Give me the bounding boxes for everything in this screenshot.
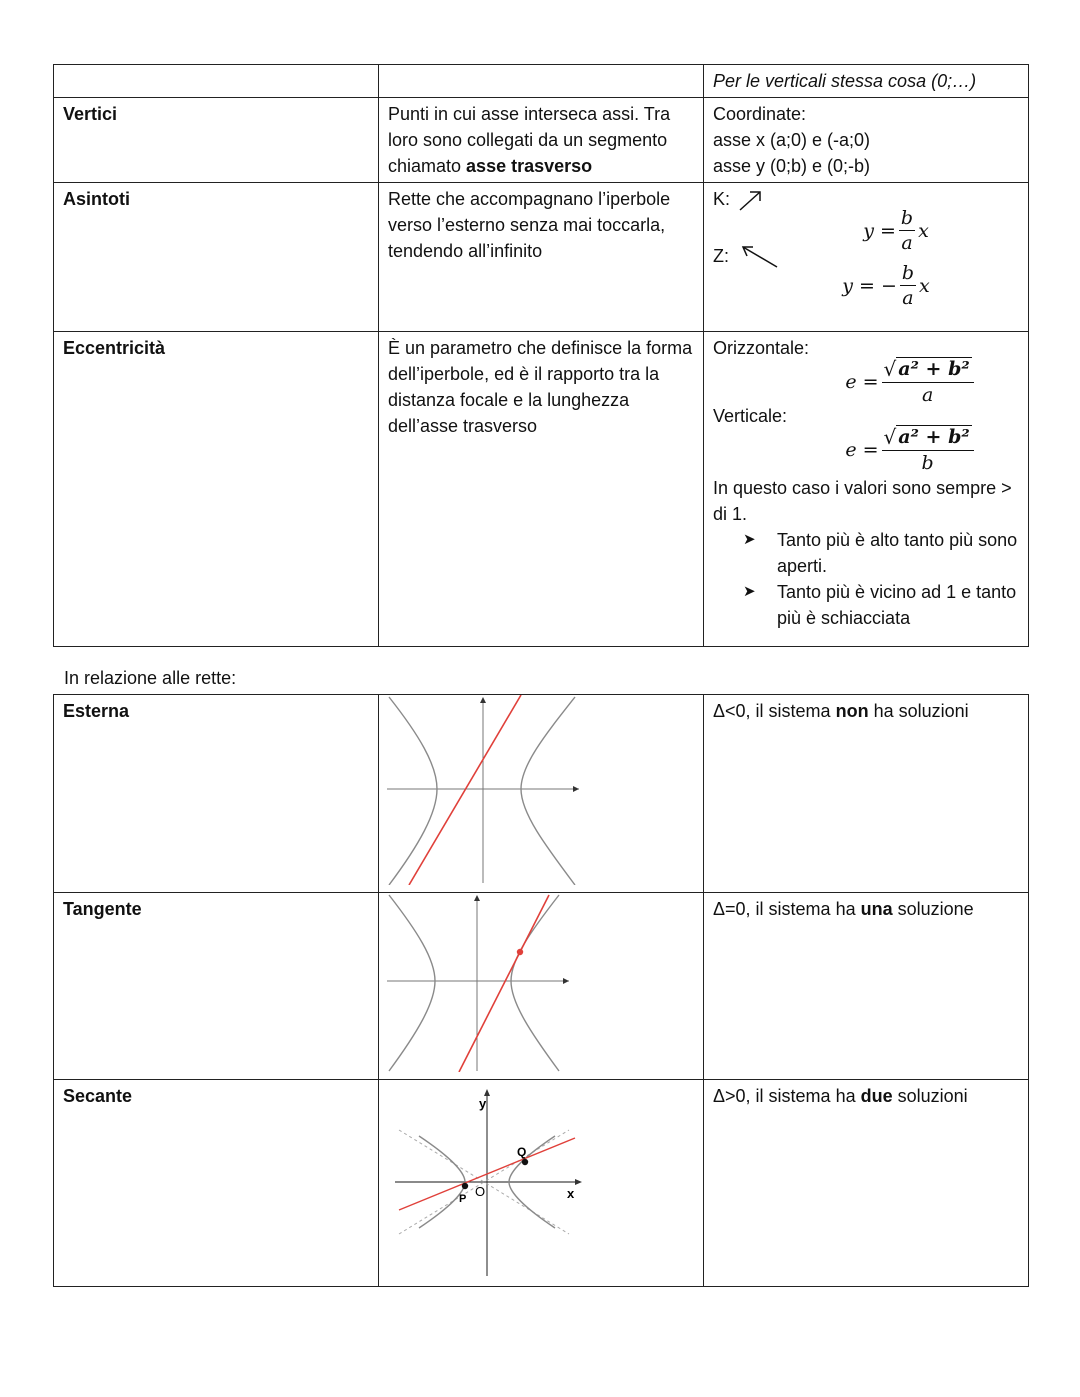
graph-tangente (379, 893, 703, 1072)
graph-cell-secante (379, 1080, 704, 1287)
eccentricity-eq-horizontal: e = √ a² + b² a (713, 357, 1019, 407)
label-secante: Secante (54, 1080, 379, 1287)
header-cell-empty-2 (379, 65, 704, 98)
origin-label: O (475, 1184, 486, 1199)
label-eccentricita: Eccentricità (54, 332, 379, 647)
hyperbola-right-branch (521, 697, 575, 885)
coords-vertici (704, 98, 1029, 183)
bullet-1: ➤ Tanto più è alto tanto più sono aperti. (713, 527, 1019, 579)
asymptote-eq-1: y = $\frac{b}{a}$ x (863, 207, 929, 254)
x-axis-label: x (567, 1186, 575, 1201)
label-esterna: Esterna (54, 695, 379, 893)
label-asintoti: Asintoti (54, 183, 379, 332)
arrow-bullet-icon: ➤ (743, 583, 756, 600)
graph-cell-tangente (379, 893, 704, 1080)
label-tangente: Tangente (54, 893, 379, 1080)
bullet-2: ➤ Tanto più è vicino ad 1 e tanto più è schiacciata (713, 579, 1019, 631)
row-eccentricita (54, 332, 1029, 647)
desc-asintoti: Rette che accompagnano l’iperbole verso l’esterno senza mai toccarla, tendendo all’infinito (379, 183, 704, 332)
intro-text: In relazione alle rette: (64, 668, 237, 688)
eccentricity-note: In questo caso i valori sono sempre > di 1. (713, 478, 1012, 524)
arrow-up-left-icon (729, 241, 789, 271)
properties-table (53, 64, 1029, 647)
row-secante (54, 1080, 1029, 1287)
tangent-line (459, 895, 549, 1072)
desc-vertici: Punti in cui asse interseca assi. Tra loro sono collegati da un segmento chiamato asse trasverso (379, 98, 704, 183)
formulas-asintoti (704, 183, 1029, 332)
desc-tangente: Δ=0, il sistema ha una soluzione (704, 893, 1029, 1080)
arrow-bullet-icon: ➤ (743, 531, 756, 548)
hyperbola-left-branch (389, 697, 437, 885)
point-p (462, 1183, 468, 1189)
label-vertici: Vertici (54, 98, 379, 183)
desc-esterna: Δ<0, il sistema non ha soluzioni (704, 695, 1029, 893)
desc-eccentricita: È un parametro che definisce la forma dell’iperbole, ed è il rapporto tra la distanza focale e la lunghezza dell’asse trasverso (379, 332, 704, 647)
hyperbola-left-branch (389, 895, 435, 1071)
row-vertici (54, 98, 1029, 183)
row-asintoti (54, 183, 1029, 332)
header-cell-empty-1 (54, 65, 379, 98)
coord-y: asse y (0;b) e (0;-b) (713, 156, 871, 176)
tangent-point (517, 949, 523, 955)
asymptote-eq-2: y = − $\frac{b}{a}$ x (842, 262, 930, 309)
row-esterna (54, 695, 1029, 893)
z-label: Z: (713, 246, 729, 266)
coord-title: Coordinate: (713, 104, 807, 124)
coord-x: asse x (a;0) e (-a;0) (713, 130, 871, 150)
external-line (409, 695, 521, 885)
graph-esterna (379, 695, 703, 885)
graph-cell-esterna (379, 695, 704, 893)
point-q-label: Q (517, 1145, 527, 1159)
desc-secante: Δ>0, il sistema ha due soluzioni (704, 1080, 1029, 1287)
k-label: K: (713, 189, 731, 209)
arrow-up-right-icon (730, 186, 770, 212)
formulas-eccentricita (704, 332, 1029, 647)
label-verticale: Verticale: (713, 406, 788, 426)
y-axis-label: y (479, 1096, 487, 1111)
row-tangente (54, 893, 1029, 1080)
header-note: Per le verticali stessa cosa (0;…) (704, 65, 1029, 98)
label-orizzontale: Orizzontale: (713, 338, 810, 358)
eccentricity-eq-vertical: e = √ a² + b² b (713, 425, 1019, 475)
lines-table (53, 694, 1029, 1287)
point-p-label: P (459, 1193, 467, 1205)
point-q (522, 1159, 528, 1165)
graph-secante (379, 1080, 703, 1279)
